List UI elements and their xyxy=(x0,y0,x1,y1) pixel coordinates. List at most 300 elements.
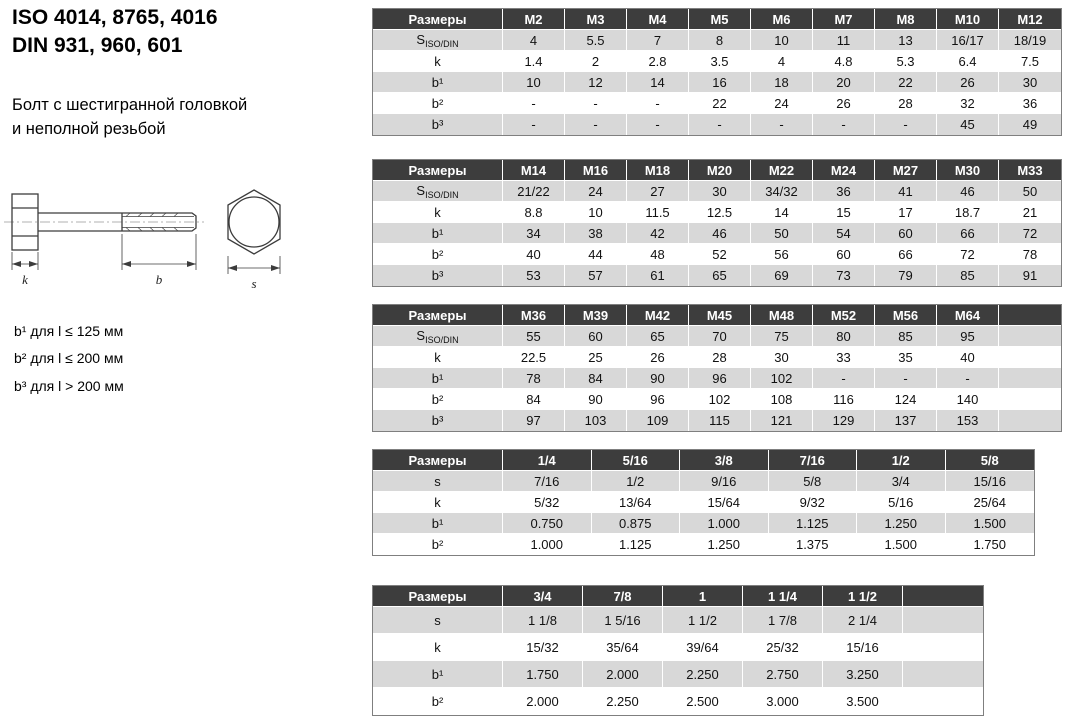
footnote-b3: b³ для l > 200 мм xyxy=(14,377,124,394)
value-cell: 48 xyxy=(627,244,689,265)
left-panel xyxy=(0,0,372,720)
size-header: M16 xyxy=(565,160,627,181)
table-data-row xyxy=(373,326,1061,347)
value-cell: - xyxy=(875,114,937,135)
table-header-row xyxy=(373,305,1061,326)
value-cell: 0.875 xyxy=(592,513,681,534)
value-cell: 20 xyxy=(813,72,875,93)
row-parameter-label: k xyxy=(373,202,503,223)
value-cell: 27 xyxy=(627,181,689,202)
size-header: M52 xyxy=(813,305,875,326)
standards-title xyxy=(12,4,218,59)
value-cell: 85 xyxy=(937,265,999,286)
value-cell: 153 xyxy=(937,410,999,431)
size-header xyxy=(903,586,983,607)
value-cell: 46 xyxy=(689,223,751,244)
table-data-row xyxy=(373,389,1061,410)
value-cell: 50 xyxy=(751,223,813,244)
value-cell: - xyxy=(565,114,627,135)
description-line-1: Болт с шестигранной головкой xyxy=(12,96,248,114)
size-header: M4 xyxy=(627,9,689,30)
value-cell: 28 xyxy=(875,93,937,114)
value-cell: 7 xyxy=(627,30,689,51)
row-parameter-label: s xyxy=(373,607,503,634)
row-parameter-label: b² xyxy=(373,688,503,715)
row-parameter-label: k xyxy=(373,51,503,72)
value-cell: 2.750 xyxy=(743,661,823,688)
value-cell: 66 xyxy=(875,244,937,265)
sizes-column-header: Размеры xyxy=(373,586,503,607)
value-cell: 5.5 xyxy=(565,30,627,51)
value-cell: 26 xyxy=(937,72,999,93)
value-cell: 78 xyxy=(999,244,1061,265)
row-parameter-label: b³ xyxy=(373,265,503,286)
size-header: M3 xyxy=(565,9,627,30)
value-cell: 17 xyxy=(875,202,937,223)
iso-standards-line: ISO 4014, 8765, 4016 xyxy=(12,6,218,29)
value-cell: 72 xyxy=(937,244,999,265)
value-cell: 30 xyxy=(751,347,813,368)
value-cell: - xyxy=(937,368,999,389)
value-cell: 57 xyxy=(565,265,627,286)
value-cell: 18 xyxy=(751,72,813,93)
value-cell: 5.3 xyxy=(875,51,937,72)
value-cell: 3.250 xyxy=(823,661,903,688)
size-header: 7/8 xyxy=(583,586,663,607)
value-cell: 1.750 xyxy=(503,661,583,688)
footnote-b1: b¹ для l ≤ 125 мм xyxy=(14,323,124,339)
value-cell: 3.5 xyxy=(689,51,751,72)
size-header: 5/8 xyxy=(946,450,1035,471)
table-data-row xyxy=(373,513,1034,534)
row-parameter-label: k xyxy=(373,347,503,368)
value-cell: 61 xyxy=(627,265,689,286)
value-cell: 30 xyxy=(689,181,751,202)
value-cell: 65 xyxy=(627,326,689,347)
value-cell: 4 xyxy=(503,30,565,51)
value-cell: 12.5 xyxy=(689,202,751,223)
table-data-row xyxy=(373,368,1061,389)
size-header: 1/4 xyxy=(503,450,592,471)
spec-table-5 xyxy=(372,585,984,716)
value-cell: 14 xyxy=(751,202,813,223)
value-cell: 140 xyxy=(937,389,999,410)
value-cell: 66 xyxy=(937,223,999,244)
value-cell: 50 xyxy=(999,181,1061,202)
row-parameter-label: b¹ xyxy=(373,661,503,688)
value-cell: 1.000 xyxy=(503,534,592,555)
value-cell: 2 xyxy=(565,51,627,72)
value-cell: 1.250 xyxy=(857,513,946,534)
value-cell: 103 xyxy=(565,410,627,431)
value-cell: 1 1/8 xyxy=(503,607,583,634)
value-cell: 35 xyxy=(875,347,937,368)
table-data-row xyxy=(373,114,1061,135)
value-cell: 79 xyxy=(875,265,937,286)
value-cell: 18.7 xyxy=(937,202,999,223)
value-cell: 129 xyxy=(813,410,875,431)
value-cell: 55 xyxy=(503,326,565,347)
size-header: M22 xyxy=(751,160,813,181)
row-parameter-label: b¹ xyxy=(373,223,503,244)
value-cell: 85 xyxy=(875,326,937,347)
value-cell: 38 xyxy=(565,223,627,244)
row-parameter-label: $S_{ISO/DIN}$ xyxy=(373,30,503,51)
value-cell: 49 xyxy=(999,114,1061,135)
value-cell xyxy=(903,661,983,688)
value-cell: 40 xyxy=(937,347,999,368)
value-cell xyxy=(903,634,983,661)
sizes-column-header: Размеры xyxy=(373,9,503,30)
value-cell: 102 xyxy=(689,389,751,410)
value-cell: 2 1/4 xyxy=(823,607,903,634)
value-cell xyxy=(903,688,983,715)
table-header-row xyxy=(373,160,1061,181)
bolt-technical-drawing xyxy=(4,182,304,294)
value-cell: 2.000 xyxy=(583,661,663,688)
value-cell: 12 xyxy=(565,72,627,93)
value-cell: 109 xyxy=(627,410,689,431)
value-cell: - xyxy=(627,114,689,135)
value-cell: 13 xyxy=(875,30,937,51)
dimension-k-label: k xyxy=(22,272,28,287)
value-cell: 3/4 xyxy=(857,471,946,492)
value-cell: 1/2 xyxy=(592,471,681,492)
table-data-row xyxy=(373,661,983,688)
value-cell: 9/32 xyxy=(769,492,858,513)
value-cell: 121 xyxy=(751,410,813,431)
value-cell: 16 xyxy=(689,72,751,93)
row-parameter-label: s xyxy=(373,471,503,492)
value-cell: 42 xyxy=(627,223,689,244)
size-header: M42 xyxy=(627,305,689,326)
value-cell: 45 xyxy=(937,114,999,135)
value-cell: 18/19 xyxy=(999,30,1061,51)
value-cell: 1.125 xyxy=(769,513,858,534)
row-parameter-label: b² xyxy=(373,93,503,114)
value-cell: - xyxy=(627,93,689,114)
value-cell: 91 xyxy=(999,265,1061,286)
row-parameter-label: b¹ xyxy=(373,72,503,93)
size-header: M36 xyxy=(503,305,565,326)
value-cell: 22.5 xyxy=(503,347,565,368)
row-parameter-label: b² xyxy=(373,389,503,410)
size-header: 1/2 xyxy=(857,450,946,471)
value-cell: 124 xyxy=(875,389,937,410)
row-parameter-label: b³ xyxy=(373,114,503,135)
value-cell: 24 xyxy=(751,93,813,114)
value-cell: 5/8 xyxy=(769,471,858,492)
value-cell: 4.8 xyxy=(813,51,875,72)
row-parameter-label: b³ xyxy=(373,410,503,431)
value-cell: 15/64 xyxy=(680,492,769,513)
row-parameter-label: $S_{ISO/DIN}$ xyxy=(373,326,503,347)
value-cell xyxy=(999,326,1061,347)
size-header: M24 xyxy=(813,160,875,181)
value-cell: - xyxy=(503,93,565,114)
size-header: M14 xyxy=(503,160,565,181)
value-cell: - xyxy=(565,93,627,114)
size-header: M18 xyxy=(627,160,689,181)
value-cell: 25 xyxy=(565,347,627,368)
value-cell: 28 xyxy=(689,347,751,368)
size-header: 5/16 xyxy=(592,450,681,471)
value-cell: 56 xyxy=(751,244,813,265)
row-parameter-subscript: ISO/DIN xyxy=(425,334,459,345)
value-cell: 2.500 xyxy=(663,688,743,715)
size-header: M27 xyxy=(875,160,937,181)
value-cell: 7.5 xyxy=(999,51,1061,72)
value-cell: 10 xyxy=(751,30,813,51)
spec-table-2 xyxy=(372,159,1062,287)
value-cell: 15 xyxy=(813,202,875,223)
sizes-column-header: Размеры xyxy=(373,305,503,326)
value-cell: 116 xyxy=(813,389,875,410)
value-cell: 3.500 xyxy=(823,688,903,715)
value-cell: 108 xyxy=(751,389,813,410)
table-data-row xyxy=(373,607,983,634)
value-cell: 41 xyxy=(875,181,937,202)
hex-head-front-view xyxy=(228,190,280,254)
value-cell: 2.250 xyxy=(663,661,743,688)
table-data-row xyxy=(373,265,1061,286)
value-cell: - xyxy=(689,114,751,135)
value-cell: 96 xyxy=(689,368,751,389)
value-cell: - xyxy=(875,368,937,389)
table-data-row xyxy=(373,534,1034,555)
row-parameter-label: k xyxy=(373,634,503,661)
table-header-row xyxy=(373,9,1061,30)
value-cell: 60 xyxy=(813,244,875,265)
value-cell: 65 xyxy=(689,265,751,286)
footnote-b2: b² для l ≤ 200 мм xyxy=(14,350,124,367)
row-parameter-label: b² xyxy=(373,244,503,265)
value-cell: 22 xyxy=(689,93,751,114)
size-header: M56 xyxy=(875,305,937,326)
value-cell: 2.250 xyxy=(583,688,663,715)
value-cell: 21/22 xyxy=(503,181,565,202)
value-cell: 1.500 xyxy=(946,513,1035,534)
size-header: M7 xyxy=(813,9,875,30)
table-data-row xyxy=(373,72,1061,93)
value-cell: 5/16 xyxy=(857,492,946,513)
value-cell: 33 xyxy=(813,347,875,368)
value-cell: 30 xyxy=(999,72,1061,93)
value-cell: 69 xyxy=(751,265,813,286)
table-data-row xyxy=(373,30,1061,51)
value-cell: 73 xyxy=(813,265,875,286)
value-cell: 10 xyxy=(565,202,627,223)
table-data-row xyxy=(373,223,1061,244)
value-cell: 102 xyxy=(751,368,813,389)
value-cell: 6.4 xyxy=(937,51,999,72)
value-cell: 84 xyxy=(565,368,627,389)
value-cell: 44 xyxy=(565,244,627,265)
size-header: 1 1/2 xyxy=(823,586,903,607)
value-cell: 10 xyxy=(503,72,565,93)
value-cell: 1.4 xyxy=(503,51,565,72)
value-cell: 1 1/2 xyxy=(663,607,743,634)
value-cell: 16/17 xyxy=(937,30,999,51)
value-cell: 1 7/8 xyxy=(743,607,823,634)
value-cell: 54 xyxy=(813,223,875,244)
value-cell: 15/32 xyxy=(503,634,583,661)
value-cell: 1.000 xyxy=(680,513,769,534)
value-cell: 78 xyxy=(503,368,565,389)
value-cell: 8.8 xyxy=(503,202,565,223)
value-cell: 46 xyxy=(937,181,999,202)
value-cell: 7/16 xyxy=(503,471,592,492)
row-parameter-label: b¹ xyxy=(373,513,503,534)
value-cell: 72 xyxy=(999,223,1061,244)
value-cell: 15/16 xyxy=(946,471,1035,492)
value-cell: 84 xyxy=(503,389,565,410)
value-cell: 4 xyxy=(751,51,813,72)
value-cell xyxy=(999,347,1061,368)
size-header: 3/8 xyxy=(680,450,769,471)
size-header: M48 xyxy=(751,305,813,326)
row-parameter-label: $S_{ISO/DIN}$ xyxy=(373,181,503,202)
table-data-row xyxy=(373,93,1061,114)
size-header: M45 xyxy=(689,305,751,326)
value-cell: 2.000 xyxy=(503,688,583,715)
value-cell: 25/64 xyxy=(946,492,1035,513)
size-header: M10 xyxy=(937,9,999,30)
table-data-row xyxy=(373,471,1034,492)
value-cell: 90 xyxy=(627,368,689,389)
size-header: M5 xyxy=(689,9,751,30)
size-header: 3/4 xyxy=(503,586,583,607)
size-header: 1 xyxy=(663,586,743,607)
size-header: 1 1/4 xyxy=(743,586,823,607)
value-cell: 1.375 xyxy=(769,534,858,555)
value-cell: 40 xyxy=(503,244,565,265)
value-cell: 1 5/16 xyxy=(583,607,663,634)
value-cell: 24 xyxy=(565,181,627,202)
footnotes xyxy=(14,318,124,400)
value-cell xyxy=(999,410,1061,431)
value-cell: 36 xyxy=(813,181,875,202)
table-data-row xyxy=(373,347,1061,368)
value-cell: 22 xyxy=(875,72,937,93)
value-cell xyxy=(903,607,983,634)
value-cell: 1.125 xyxy=(592,534,681,555)
table-data-row xyxy=(373,410,1061,431)
size-header: M30 xyxy=(937,160,999,181)
table-header-row xyxy=(373,586,983,607)
value-cell: 1.750 xyxy=(946,534,1035,555)
size-header: M2 xyxy=(503,9,565,30)
value-cell: 70 xyxy=(689,326,751,347)
value-cell: 26 xyxy=(813,93,875,114)
value-cell: 115 xyxy=(689,410,751,431)
din-standards-line: DIN 931, 960, 601 xyxy=(12,33,183,57)
row-parameter-label: b² xyxy=(373,534,503,555)
value-cell: 21 xyxy=(999,202,1061,223)
tables-column xyxy=(372,0,1067,716)
sizes-column-header: Размеры xyxy=(373,160,503,181)
value-cell: 2.8 xyxy=(627,51,689,72)
table-data-row xyxy=(373,202,1061,223)
value-cell: 97 xyxy=(503,410,565,431)
value-cell: 13/64 xyxy=(592,492,681,513)
value-cell: 60 xyxy=(875,223,937,244)
value-cell: 53 xyxy=(503,265,565,286)
value-cell: 15/16 xyxy=(823,634,903,661)
table-data-row xyxy=(373,634,983,661)
table-data-row xyxy=(373,688,983,715)
value-cell: 11.5 xyxy=(627,202,689,223)
row-parameter-subscript: ISO/DIN xyxy=(425,189,459,200)
value-cell: 75 xyxy=(751,326,813,347)
row-parameter-label: k xyxy=(373,492,503,513)
value-cell xyxy=(999,368,1061,389)
value-cell: - xyxy=(503,114,565,135)
value-cell: 80 xyxy=(813,326,875,347)
size-header xyxy=(999,305,1061,326)
spec-table-4 xyxy=(372,449,1035,556)
value-cell: 95 xyxy=(937,326,999,347)
dimension-b xyxy=(122,234,196,270)
value-cell: 36 xyxy=(999,93,1061,114)
value-cell: 1.250 xyxy=(680,534,769,555)
value-cell: - xyxy=(813,368,875,389)
value-cell xyxy=(999,389,1061,410)
sizes-column-header: Размеры xyxy=(373,450,503,471)
description-line-2: и неполной резьбой xyxy=(12,119,166,138)
value-cell: 34/32 xyxy=(751,181,813,202)
value-cell: 60 xyxy=(565,326,627,347)
size-header: M39 xyxy=(565,305,627,326)
table-header-row xyxy=(373,450,1034,471)
value-cell: 26 xyxy=(627,347,689,368)
value-cell: 11 xyxy=(813,30,875,51)
value-cell: 96 xyxy=(627,389,689,410)
value-cell: - xyxy=(813,114,875,135)
value-cell: 39/64 xyxy=(663,634,743,661)
value-cell: 137 xyxy=(875,410,937,431)
size-header: 7/16 xyxy=(769,450,858,471)
size-header: M64 xyxy=(937,305,999,326)
value-cell: 8 xyxy=(689,30,751,51)
product-description xyxy=(12,94,247,142)
size-header: M33 xyxy=(999,160,1061,181)
dimension-s-label: s xyxy=(251,276,257,291)
value-cell: - xyxy=(751,114,813,135)
row-parameter-label: b¹ xyxy=(373,368,503,389)
size-header: M20 xyxy=(689,160,751,181)
value-cell: 90 xyxy=(565,389,627,410)
value-cell: 0.750 xyxy=(503,513,592,534)
size-header: M6 xyxy=(751,9,813,30)
value-cell: 32 xyxy=(937,93,999,114)
table-data-row xyxy=(373,492,1034,513)
spec-table-3 xyxy=(372,304,1062,432)
dimension-k xyxy=(12,252,38,270)
spec-table-1 xyxy=(372,8,1062,136)
value-cell: 3.000 xyxy=(743,688,823,715)
row-parameter-subscript: ISO/DIN xyxy=(425,38,459,49)
size-header: M12 xyxy=(999,9,1061,30)
dimension-s xyxy=(228,256,280,274)
dimension-b-label: b xyxy=(155,272,163,287)
value-cell: 1.500 xyxy=(857,534,946,555)
value-cell: 14 xyxy=(627,72,689,93)
value-cell: 5/32 xyxy=(503,492,592,513)
value-cell: 35/64 xyxy=(583,634,663,661)
value-cell: 52 xyxy=(689,244,751,265)
size-header: M8 xyxy=(875,9,937,30)
